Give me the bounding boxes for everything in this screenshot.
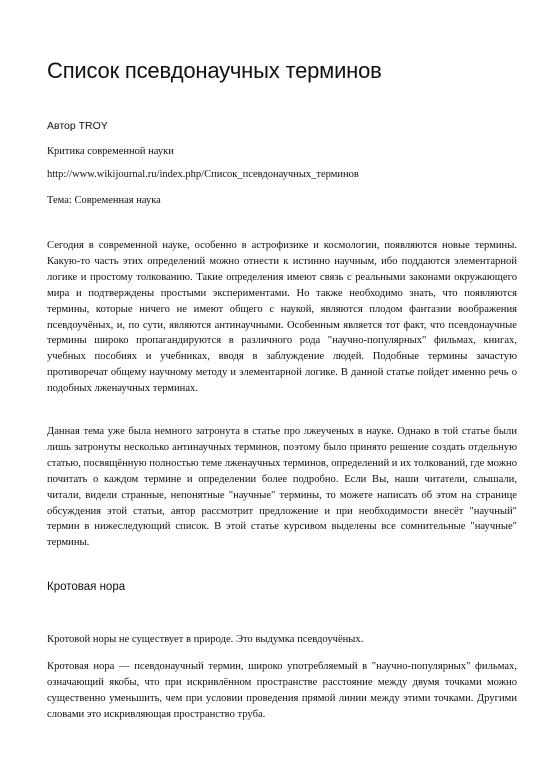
- section-summary-paragraph: Кротовой норы не существует в природе. Это выдумка псевдоучёных.: [47, 634, 364, 645]
- source-url: http://www.wikijournal.ru/index.php/Список_псевдонаучных_терминов: [47, 169, 359, 180]
- section-definition-paragraph: Кротовая нора — псевдонаучный термин, широко употребляемый в "научно-популярных" фильмах, означающий якобы, что при искривлённом пространстве расстояние между двумя точками можно существенно уменьшить, чем при условии проведения прямой линии между этими точками. Другими словами это искривляющая пространство труба.: [47, 661, 517, 720]
- page-title: Список псевдонаучных терминов: [47, 58, 382, 83]
- category-line: Критика современной науки: [47, 146, 174, 157]
- author-line: Автор TROY: [47, 120, 108, 132]
- topic-line: Тема: Современная наука: [47, 195, 161, 206]
- context-paragraph: Данная тема уже была немного затронута в статье про лжеученых в науке. Однако в той статье были лишь затронуты несколько антинаучных терминов, поэтому было принято решение создать отдельную статью, посвящённую полностью теме лженаучных терминов, определений и их толкований, где можно почитать о каждом термине и определении более подробно. Если Вы, наши читатели, слышали, читали, видели странные, непонятные "научные" термины, то можете написать об этом на странице обсуждения этой статьи, автор рассмотрит предложение и при необходимости внесёт "научный" термин в нижеследующий список. В этой статье курсивом выделены все сомнительные "научные" термины.: [47, 426, 517, 549]
- section-heading: Кротовая нора: [47, 581, 126, 593]
- intro-paragraph: Сегодня в современной науке, особенно в астрофизике и космологии, появляются новые термины. Какую-то часть этих определений можно отнести к истинно научным, ибо поддаются элементарной логике и простому толкованию. Такие определения имеют связь с реальными законами окружающего мира и подтверждены простыми экспериментами. Но также необходимо знать, что появляются термины, которые ничего не имеют общего с наукой, являются плодом фантазии воображения псевдоучёных, и, по сути, являются антинаучными. Особенным является тот факт, что псевдонаучные термины широко пропагандируются в различного рода "научно-популярных" фильмах, книгах, учебных пособиях и учебниках, вводя в заблуждение людей. Подобные термины зачастую противоречат общему научному методу и элементарной логике. В данной статье пойдет именно речь о подобных лженаучных терминах.: [47, 240, 517, 395]
